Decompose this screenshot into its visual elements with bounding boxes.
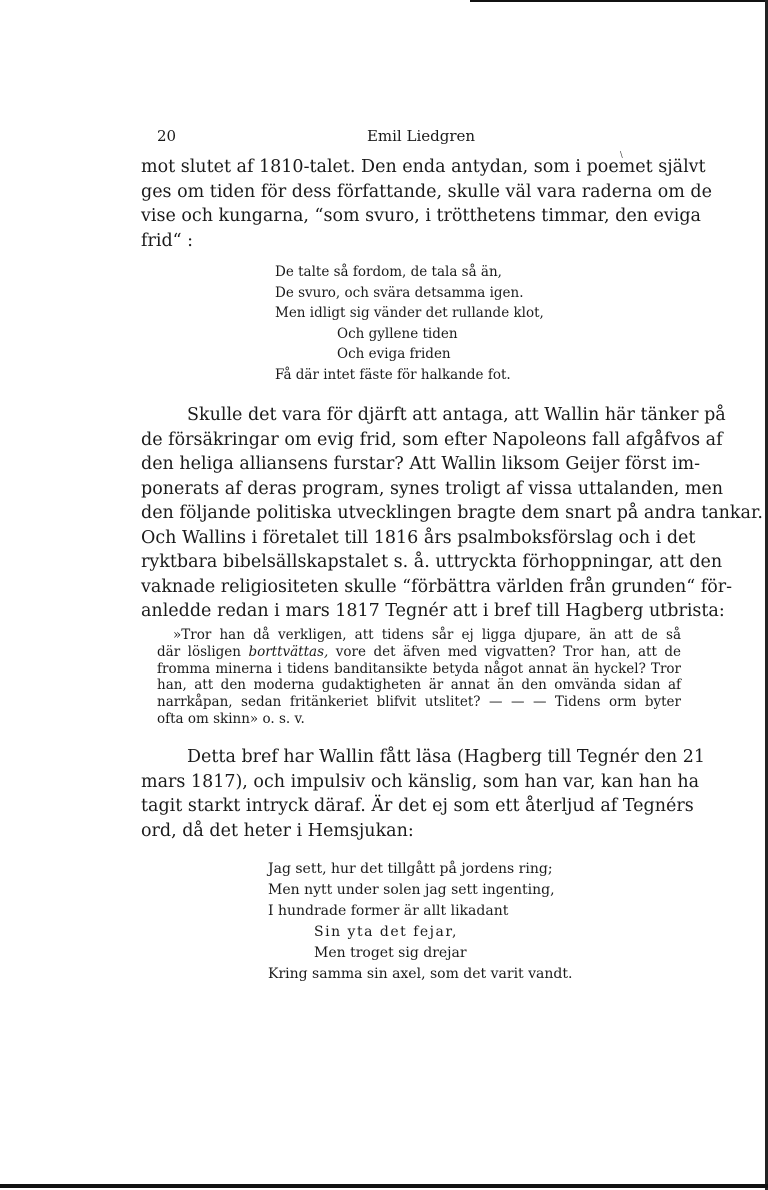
text-line: den följande politiska utvecklingen bragte dem snart på andra tankar. xyxy=(141,503,763,523)
quotation-block xyxy=(157,627,681,728)
paragraph-2 xyxy=(141,403,763,624)
quote-line: fromma minerna i tidens banditansikte betyda något annat än hyckel? Tror xyxy=(157,660,681,677)
text-line: anledde redan i mars 1817 Tegnér att i bref till Hagberg utbrista: xyxy=(141,601,725,621)
text-line: ponerats af deras program, synes troligt af vissa uttalanden, men xyxy=(141,478,724,499)
page-number: 20 xyxy=(157,127,177,145)
quote-text: vore det äfven med vigvatten? Tror han, att de xyxy=(328,643,681,660)
verse-2 xyxy=(268,859,572,985)
verse-line: De svuro, och svära detsamma igen. xyxy=(275,284,524,301)
text-line: tagit starkt intryck däraf. Är det ej som ett återljud af Tegnérs xyxy=(141,796,694,816)
paragraph-3 xyxy=(141,745,706,843)
verse-line: De talte så fordom, de tala så än, xyxy=(275,264,502,280)
verse-1 xyxy=(275,262,544,386)
text-line: mars 1817), och impulsiv och känslig, som han var, kan han ha xyxy=(141,771,700,792)
text-line: vise och kungarna, “som svuro, i trötthetens timmar, den eviga xyxy=(141,206,701,226)
text-line: ges om tiden för dess författande, skulle väl vara raderna om de xyxy=(141,181,712,202)
text-line: Skulle det vara för djärft att antaga, att Wallin här tänker på xyxy=(187,405,726,425)
quote-line: narrkåpan, sedan fritänkeriet blifvit utslitet? — — — Tidens orm byter xyxy=(157,694,681,711)
verse-line: Jag sett, hur det tillgått på jordens ring; xyxy=(268,861,553,877)
verse-line: Och eviga friden xyxy=(337,346,451,363)
scan-edge-top xyxy=(470,0,768,2)
text-line: ryktbara bibelsällskapstalet s. å. uttryckta förhoppningar, att den xyxy=(141,552,723,572)
scan-speck: \ xyxy=(620,150,623,159)
quote-emphasis: borttvättas, xyxy=(248,643,329,660)
verse-line: Kring samma sin axel, som det varit vandt. xyxy=(268,966,573,982)
verse-line: Och gyllene tiden xyxy=(337,325,458,342)
text-line: mot slutet af 1810-talet. Den enda antydan, som i poemet självt xyxy=(141,157,706,177)
text-line: frid“ : xyxy=(141,230,194,251)
text-line: Och Wallins i företalet till 1816 års psalmboksförslag och i det xyxy=(141,527,696,548)
quote-line xyxy=(157,644,681,661)
text-line: den heliga alliansens furstar? Att Wallin liksom Geijer först im- xyxy=(141,454,701,474)
quote-line: ofta om skinn» o. s. v. xyxy=(157,710,305,727)
running-title: Emil Liedgren xyxy=(366,127,476,145)
text-line: ord, då det heter i Hemsjukan: xyxy=(141,820,414,841)
page-header xyxy=(157,127,685,147)
quote-line: »Tror han då verkligen, att tidens sår ej ligga djupare, än att de så xyxy=(173,627,681,643)
scan-edge-bottom xyxy=(0,1184,768,1188)
verse-line: Men idligt sig vänder det rullande klot, xyxy=(275,305,544,322)
text-line: vaknade religiositeten skulle “förbättra världen från grunden“ för- xyxy=(141,576,733,597)
quote-text: där lösligen xyxy=(157,643,249,660)
verse-line: Sin yta det fejar, xyxy=(314,924,458,940)
quote-line: han, att den moderna gudaktigheten är annat än den omvända sidan af xyxy=(157,677,681,694)
verse-line: Få där intet fäste för halkande fot. xyxy=(275,366,511,383)
verse-line: Men nytt under solen jag sett ingenting, xyxy=(268,882,555,898)
text-line: Detta bref har Wallin fått läsa (Hagberg till Tegnér den 21 xyxy=(187,747,706,767)
verse-line: I hundrade former är allt likadant xyxy=(268,903,509,919)
paragraph-1 xyxy=(141,155,712,253)
verse-line: Men troget sig drejar xyxy=(314,945,467,961)
text-line: de försäkringar om evig frid, som efter Napoleons fall afgåfvos af xyxy=(141,429,723,450)
